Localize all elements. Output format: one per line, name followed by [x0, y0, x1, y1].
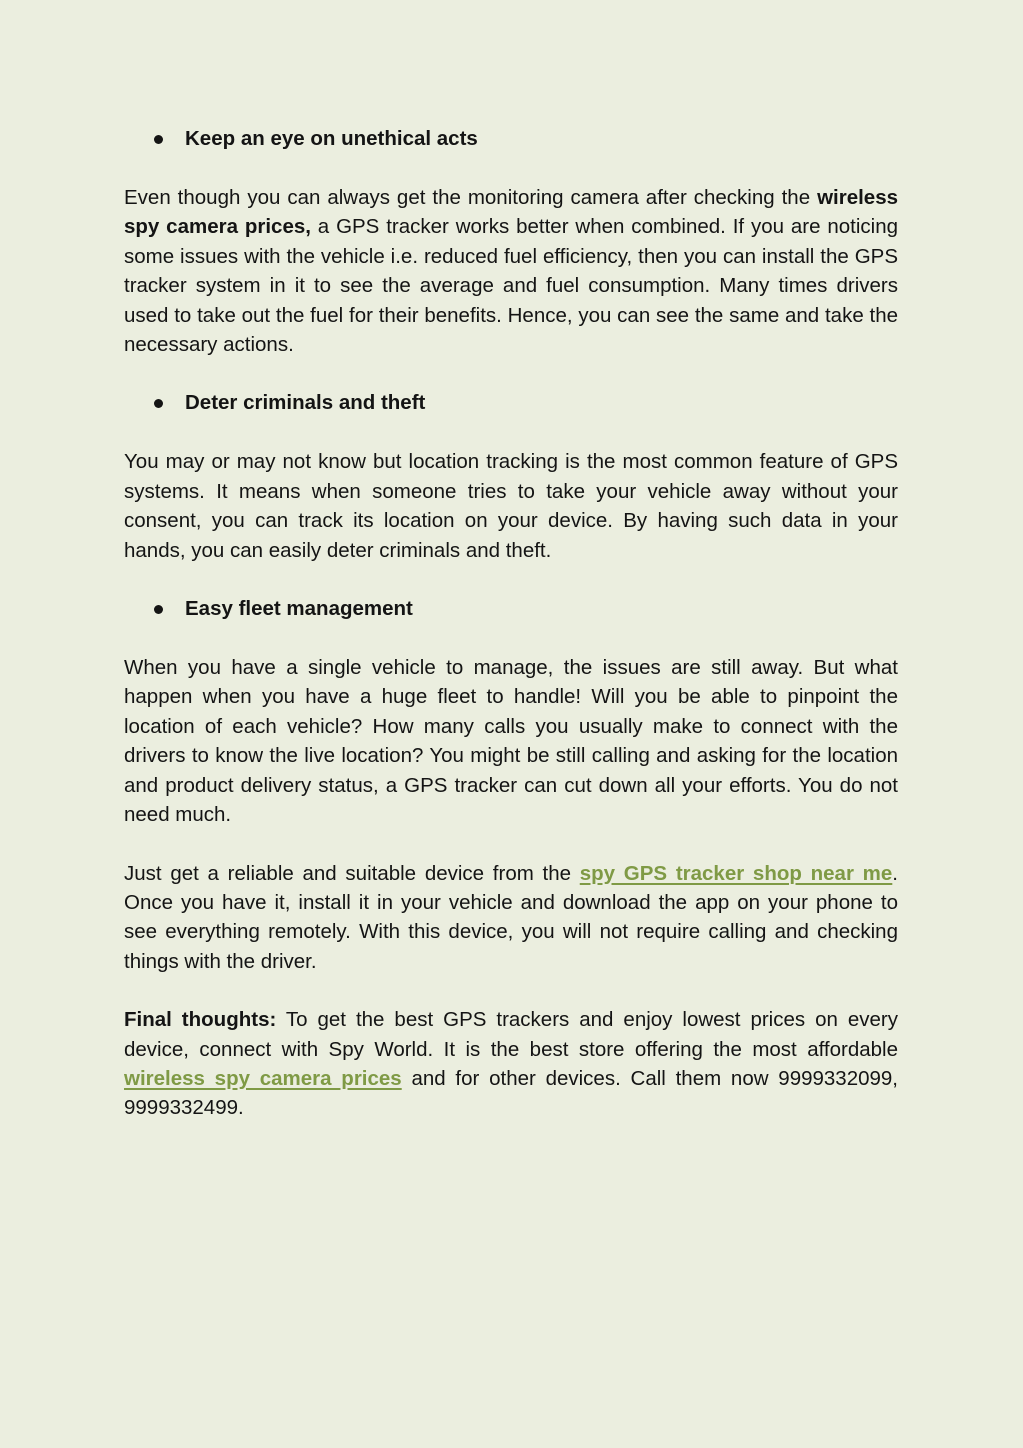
heading-text: Easy fleet management [185, 597, 413, 621]
final-thoughts-label: Final thoughts: [124, 1008, 277, 1032]
heading-text: Deter criminals and theft [185, 391, 426, 415]
heading-text: Keep an eye on unethical acts [185, 127, 478, 150]
paragraph-text: . Once you have it, install it in your vehicle and download the app on your phone to see everything remotely. With this device, you will not require calling and checking things with the driver. [124, 861, 898, 973]
bold-phrase: wireless spy camera prices, [124, 186, 898, 239]
bullet-heading-fleet-management [124, 594, 898, 624]
paragraph-deter-criminals: You may or may not know but location tracking is the most common feature of GPS systems. It means when someone tries to take your vehicle away without your consent, you can track its location on your device. By having such data in your hands, you can easily deter criminals and theft. [124, 450, 898, 562]
paragraph-text: and for other devices. Call them now 9999332099, 9999332499. [124, 1066, 898, 1120]
bullet-heading-deter-criminals [124, 388, 898, 418]
paragraph-final-thoughts [124, 1005, 898, 1123]
paragraph-text: Even though you can always get the monitoring camera after checking the [124, 186, 818, 209]
link-wireless-spy-camera-prices[interactable]: wireless spy camera prices [124, 1066, 402, 1090]
bullet-dot [154, 605, 163, 614]
paragraph-text: To get the best GPS trackers and enjoy lowest prices on every device, connect with Spy World. It is the best store offering the most affordable [124, 1008, 898, 1061]
bullet-dot [154, 135, 163, 144]
paragraph-unethical-acts [124, 183, 898, 359]
bullet-dot [154, 399, 163, 408]
paragraph-text: a GPS tracker works better when combined. If you are noticing some issues with the vehicle i.e. reduced fuel efficiency, then you can install the GPS tracker system in it to see the average and fuel consumption. Many times drivers used to take out the fuel for their benefits. Hence, you can see the same and take the necessary actions. [124, 215, 898, 357]
paragraph-tracker-shop [124, 859, 898, 977]
paragraph-text: Just get a reliable and suitable device from the [124, 861, 580, 885]
link-spy-gps-tracker-shop[interactable]: spy GPS tracker shop near me [579, 861, 893, 885]
paragraph-fleet-management: When you have a single vehicle to manage, the issues are still away. But what happen when you have a huge fleet to handle! Will you be able to pinpoint the location of each vehicle? How many calls you usually make to connect with the drivers to know the live location? You might be still calling and asking for the location and product delivery status, a GPS tracker can cut down all your efforts. You do not need much. [124, 656, 898, 827]
bullet-heading-unethical-acts [124, 124, 898, 154]
